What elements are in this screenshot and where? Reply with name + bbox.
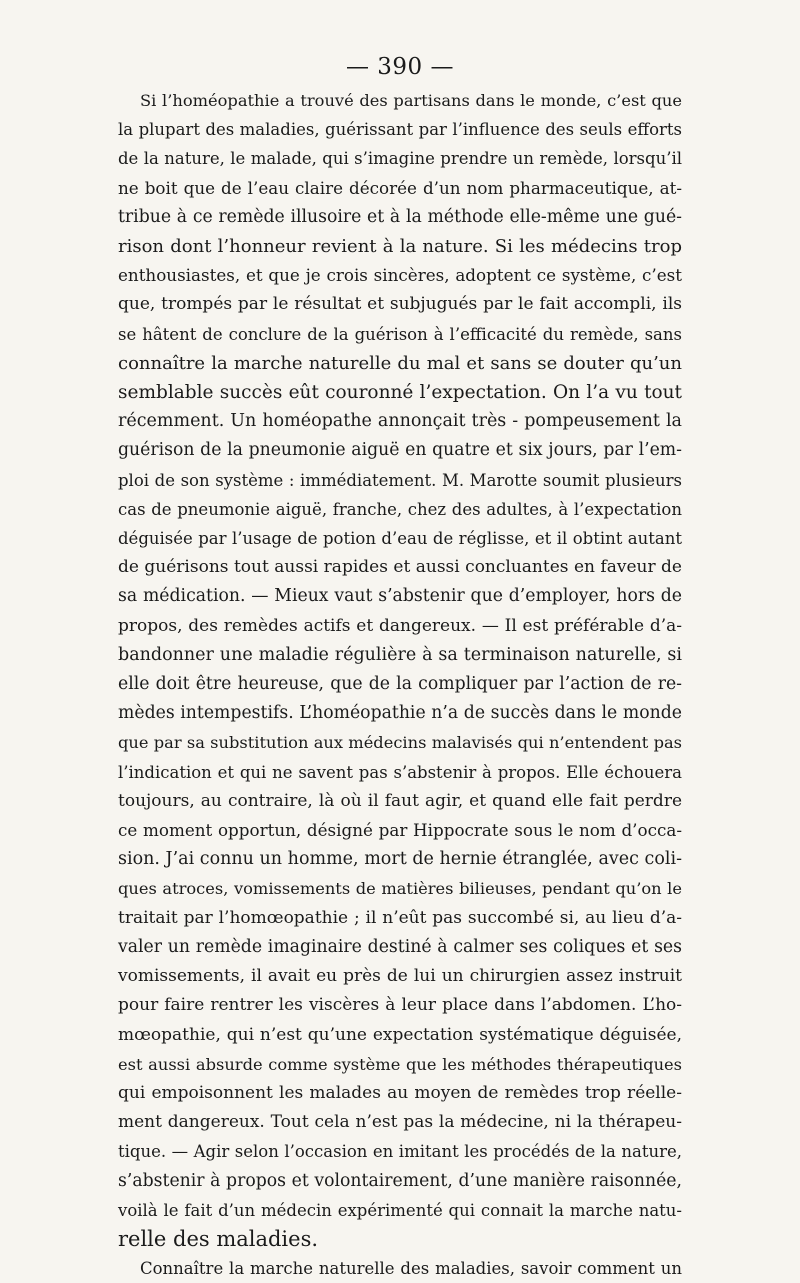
text-line: bandonner une maladie régulière à sa terminaison naturelle, si	[118, 644, 682, 665]
body-text	[118, 86, 682, 1283]
page-number: — 390 —	[345, 54, 455, 80]
text-line: de guérisons tout aussi rapides et aussi concluantes en faveur de	[118, 557, 682, 578]
text-line: toujours, au contraire, là où il faut agir, et quand elle fait perdre	[118, 790, 682, 811]
text-line: ne boit que de l’eau claire décorée d’un nom pharmaceutique, at-	[118, 177, 682, 198]
text-line: ce moment opportun, désigné par Hippocrate sous le nom d’occa-	[118, 820, 682, 841]
text-line: sa médication. — Mieux vaut s’abstenir que d’employer, hors de	[118, 586, 682, 607]
text-line: s’abstenir à propos et volontairement, d’une manière raisonnée,	[118, 1170, 682, 1191]
text-line: mèdes intempestifs. L’homéopathie n’a de succès dans le monde	[118, 703, 682, 724]
text-line: cas de pneumonie aiguë, franche, chez des adultes, à l’expectation	[118, 499, 682, 519]
text-line: ques atroces, vomissements de matières bilieuses, pendant qu’on le	[118, 879, 682, 899]
text-line: se hâtent de conclure de la guérison à l’efficacité du remède, sans	[118, 324, 682, 344]
text-line: rison dont l’honneur revient à la nature. Si les médecins trop	[118, 236, 682, 258]
text-line: pour faire rentrer les viscères à leur place dans l’abdomen. L’ho-	[118, 995, 682, 1016]
text-line: l’indication et qui ne savent pas s’abstenir à propos. Elle échouera	[118, 762, 682, 782]
text-line: déguisée par l’usage de potion d’eau de réglisse, et il obtint autant	[118, 529, 682, 549]
text-line: tribue à ce remède illusoire et à la méthode elle-même une gué-	[118, 206, 682, 227]
text-line: ment dangereux. Tout cela n’est pas la médecine, ni la thérapeu-	[118, 1112, 682, 1133]
text-line: relle des maladies.	[118, 1226, 319, 1251]
text-line: mœopathie, qui n’est qu’une expectation systématique déguisée,	[118, 1024, 682, 1045]
text-line: Si l’homéopathie a trouvé des partisans dans le monde, c’est que	[140, 91, 682, 110]
text-line: enthousiastes, et que je crois sincères, adoptent ce système, c’est	[118, 265, 682, 286]
text-line: valer un remède imaginaire destiné à calmer ses coliques et ses	[118, 936, 682, 957]
text-line: connaître la marche naturelle du mal et sans se douter qu’un	[118, 352, 682, 374]
text-line: de la nature, le malade, qui s’imagine prendre un remède, lorsqu’il	[118, 149, 682, 169]
text-line: tique. — Agir selon l’occasion en imitant les procédés de la nature,	[118, 1142, 682, 1162]
text-line: voilà le fait d’un médecin expérimenté qui connait la marche natu-	[118, 1200, 682, 1220]
text-line: guérison de la pneumonie aiguë en quatre et six jours, par l’em-	[118, 440, 682, 461]
text-line: vomissements, il avait eu près de lui un chirurgien assez instruit	[118, 966, 682, 987]
text-line: Connaître la marche naturelle des maladies, savoir comment un	[140, 1259, 682, 1279]
text-line: que, trompés par le résultat et subjugués par le fait accompli, ils	[118, 294, 682, 315]
text-line: récemment. Un homéopathe annonçait très - pompeusement la	[118, 411, 682, 432]
text-line: propos, des remèdes actifs et dangereux. — Il est préférable d’a-	[118, 615, 682, 636]
text-line: ploi de son système : immédiatement. M. Marotte soumit plusieurs	[118, 470, 682, 490]
page	[118, 52, 682, 1283]
text-line: traitait par l’homœopathie ; il n’eût pas succombé si, au lieu d’a-	[118, 907, 682, 928]
text-line: qui empoisonnent les malades au moyen de remèdes trop réelle-	[118, 1082, 682, 1103]
text-line: sion. J’ai connu un homme, mort de hernie étranglée, avec coli-	[118, 849, 682, 870]
text-line: que par sa substitution aux médecins malavisés qui n’entendent pas	[118, 733, 682, 753]
text-line: la plupart des maladies, guérissant par l’influence des seuls efforts	[118, 120, 682, 140]
text-line: est aussi absurde comme système que les méthodes thérapeutiques	[118, 1054, 682, 1074]
text-line: semblable succès eût couronné l’expectation. On l’a vu tout	[118, 382, 682, 404]
text-line: elle doit être heureuse, que de la compliquer par l’action de re-	[118, 674, 682, 695]
